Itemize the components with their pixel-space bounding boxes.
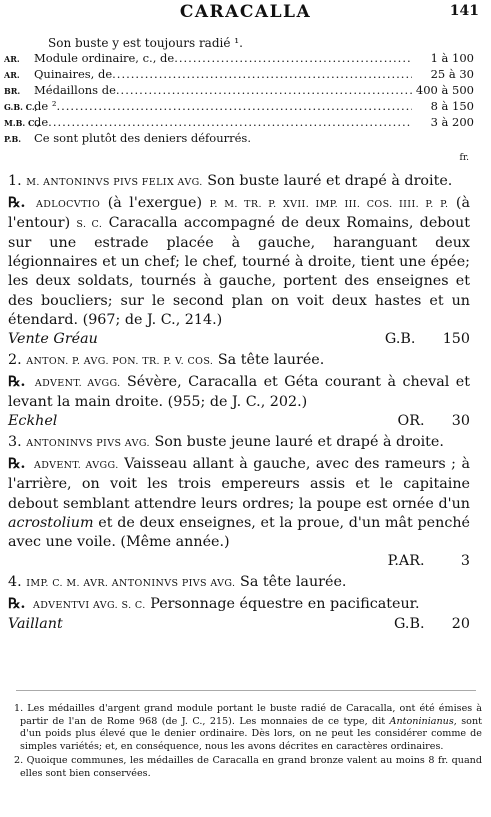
entry-description: Caracalla accompagné de deux Romains, debout sur une estrade placée à gauche, haranguant deux légionnaires et un chef; le chef, tourné à droite, tient une épée; les deux soldats, tournés à gauche, portent des enseignes et des boucliers; sur le second plan on voit deux hastes et un étendard. (967; de J. C., 214.) [8, 215, 470, 328]
entry-description-cont: et de deux enseignes, et la proue, d'un mât penché avec une voile. (Même année.) [8, 514, 471, 550]
price-value: 30 [451, 413, 470, 430]
row-range: 1 à 100 [430, 51, 474, 65]
reverse-entry-3 [8, 455, 470, 571]
coin-legend: P. M. TR. P. XVII. IMP. III. COS. IIII. P. P. [209, 199, 449, 211]
entry-description: Vaisseau allant à gauche, avec des rameurs ; à l'arrière, on voit les trois empereurs assis et le capitaine debout semblant attendre leurs ordres; la poupe est ornée d'un [8, 456, 471, 512]
row-label: de ² [34, 99, 57, 113]
row-label: Quinaires, de [34, 67, 113, 81]
metal-abbr: AR. [4, 70, 20, 80]
reverse-symbol: ℞. [8, 195, 26, 212]
entry-description: Son buste jeune lauré et drapé à droite. [154, 434, 444, 451]
price-row [4, 115, 474, 131]
entry-description: Sa tête laurée. [240, 573, 347, 590]
row-range: 25 à 30 [430, 67, 474, 81]
row-label: Ce sont plutôt des deniers défourrés. [34, 131, 251, 145]
row-label: Médaillons de [34, 83, 116, 97]
obverse-entry-1 [8, 172, 470, 192]
page-number: 141 [449, 3, 479, 19]
metal-abbr: P.B. [4, 134, 22, 144]
price-line [8, 330, 470, 349]
price-line [8, 552, 470, 571]
entry-number: 2. [8, 351, 22, 368]
reverse-entry-2 [8, 373, 470, 431]
price-row [4, 131, 474, 147]
metal-label: P.AR. [387, 552, 425, 569]
legend-note: (à l'exergue) [107, 195, 203, 212]
metal-abbr: M.B. C., [4, 118, 40, 128]
row-label: de [34, 115, 49, 129]
price-value: 20 [451, 616, 470, 633]
entry-description: Sa tête laurée. [217, 351, 325, 368]
obverse-entry-4 [8, 573, 470, 593]
coin-legend: ADVENT. AVGG. [34, 377, 121, 389]
source-reference: Vente Gréau [8, 330, 98, 347]
row-range: 400 à 500 [415, 83, 474, 97]
footnote-1: 1. Les médailles d'argent grand module portant le buste radié de Caracalla, ont été émises à partir de l'an de Rome 968 (de J. C., 215). Les monnaies de ce type, dit Antoninianus, sont d'un poids plus élevé que le denier ordinaire. Dès lors, on ne peut les considérer comme de simples variétés; et, en conséquence, nous les avons décrites en caractères ordinaires. [14, 703, 482, 753]
row-range: 8 à 150 [430, 99, 474, 113]
price-line [8, 412, 470, 431]
entry-description: Personnage équestre en pacificateur. [150, 595, 420, 612]
reverse-entry-4 [8, 595, 470, 634]
metal-abbr: G.B. C., [4, 102, 38, 112]
row-range: 3 à 200 [430, 115, 474, 129]
price-row [4, 83, 474, 99]
reverse-entry-1 [8, 194, 470, 349]
metal-abbr: AR. [4, 54, 20, 64]
row-label: Module ordinaire, c., de [34, 51, 175, 65]
currency-label: fr. [459, 153, 469, 163]
source-reference: Vaillant [8, 616, 63, 633]
entry-number: 4. [8, 573, 22, 590]
coin-legend: ADVENT. AVGG. [33, 460, 119, 472]
price-table [4, 51, 474, 147]
intro-text: Son buste y est toujours radié ¹. [48, 36, 243, 50]
footnotes [14, 703, 482, 781]
metal-label: OR. [397, 413, 425, 430]
entry-description: Son buste lauré et drapé à droite. [207, 173, 453, 189]
footnote-2: 2. Quoique communes, les médailles de Caracalla en grand bronze valent au moins 8 fr. quand elles sont bien conservées. [14, 754, 482, 779]
legend-note: (à l'entour) [8, 195, 471, 232]
price-row [4, 67, 474, 83]
reverse-symbol: ℞. [8, 595, 26, 612]
italic-term: acrostolium [8, 514, 94, 531]
metal-label: G.B. [394, 616, 425, 633]
entry-number: 1. [8, 173, 22, 189]
obverse-entry-3 [8, 433, 470, 453]
obverse-entry-2 [8, 351, 470, 371]
metal-label: G.B. [384, 330, 416, 347]
page-title: CARACALLA [179, 2, 312, 22]
footnote-divider [16, 690, 476, 691]
coin-legend: ANTONINVS PIVS AVG. [26, 438, 150, 450]
coin-legend: ADLOCVTIO [35, 199, 101, 211]
coin-legend: ANTON. P. AVG. PON. TR. P. V. COS. [26, 355, 214, 367]
coin-legend: S. C. [76, 219, 103, 231]
coin-legend: IMP. C. M. AVR. ANTONINVS PIVS AVG. [26, 577, 236, 589]
price-row [4, 51, 474, 67]
coin-legend: M. ANTONINVS PIVS FELIX AVG. [26, 177, 203, 188]
entry-description: Sévère, Caracalla et Géta courant à cheval et levant la main droite. (955; de J. C., 202.) [8, 373, 470, 411]
reverse-symbol: ℞. [8, 456, 26, 473]
price-row [4, 99, 474, 115]
catalogue-body [8, 172, 470, 636]
coin-legend: ADVENTVI AVG. S. C. [32, 599, 146, 611]
price-line [8, 615, 470, 634]
price-value: 150 [442, 330, 470, 347]
price-value: 3 [460, 552, 470, 569]
reverse-symbol: ℞. [8, 373, 26, 390]
source-reference: Eckhel [8, 413, 58, 430]
metal-abbr: BR. [4, 86, 21, 96]
entry-number: 3. [8, 434, 22, 451]
